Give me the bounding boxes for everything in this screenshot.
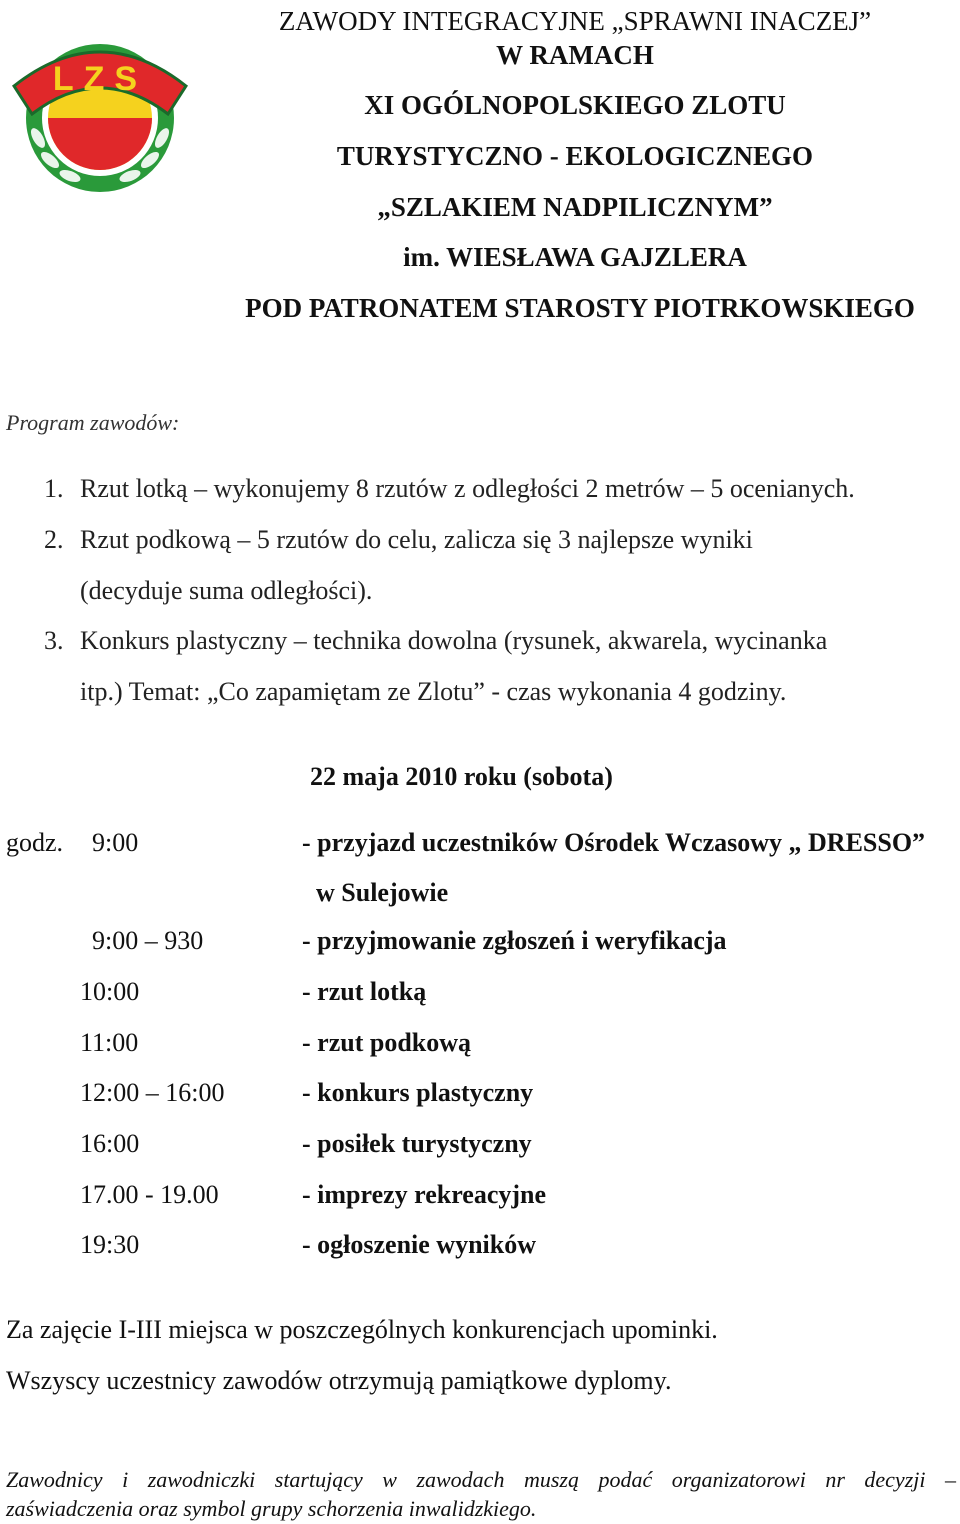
schedule-time-7: 17.00 - 19.00 xyxy=(80,1180,219,1209)
logo-text: LZS xyxy=(52,60,148,98)
program-label: Program zawodów: xyxy=(6,410,180,435)
schedule-desc-3: - rzut lotką xyxy=(302,977,427,1006)
program-item-2-text-cont: (decyduje suma odległości). xyxy=(80,576,373,605)
schedule-prefix: godz. xyxy=(6,828,64,857)
schedule-time-2: 9:00 – 930 xyxy=(92,926,204,955)
schedule-time-8: 19:30 xyxy=(80,1230,140,1259)
diplomas-text: Wszyscy uczestnicy zawodów otrzymują pamiątkowe dyplomy. xyxy=(6,1366,672,1395)
note-line-2: zaświadczenia oraz symbol grupy schorzenia inwalidzkiego. xyxy=(6,1496,537,1521)
schedule-desc-8: - ogłoszenie wyników xyxy=(302,1230,536,1259)
schedule-time-5: 12:00 – 16:00 xyxy=(80,1078,225,1107)
header-line-6: im. WIESŁAWA GAJZLERA xyxy=(403,242,747,272)
program-item-2-num: 2. xyxy=(44,525,64,554)
program-item-1-text: Rzut lotką – wykonujemy 8 rzutów z odległości 2 metrów – 5 ocenianych. xyxy=(80,474,855,503)
schedule-desc-7: - imprezy rekreacyjne xyxy=(302,1180,547,1209)
schedule-desc-6: - posiłek turystyczny xyxy=(302,1129,532,1158)
header-line-5: „SZLAKIEM NADPILICZNYM” xyxy=(377,192,773,222)
schedule-date: 22 maja 2010 roku (sobota) xyxy=(310,762,613,791)
schedule-desc-4: - rzut podkową xyxy=(302,1028,472,1057)
lzs-logo xyxy=(8,28,192,192)
header-line-4: TURYSTYCZNO - EKOLOGICZNEGO xyxy=(336,141,814,171)
program-item-2-text: Rzut podkową – 5 rzutów do celu, zalicza się 3 najlepsze wyniki xyxy=(80,525,753,554)
header-line-7: POD PATRONATEM STAROSTY PIOTRKOWSKIEGO xyxy=(245,293,915,323)
schedule-time-6: 16:00 xyxy=(80,1129,140,1158)
schedule-desc-2: - przyjmowanie zgłoszeń i weryfikacja xyxy=(302,926,727,955)
schedule-desc-1: - przyjazd uczestników Ośrodek Wczasowy „ DRESSO” xyxy=(302,828,926,857)
prizes-text: Za zajęcie I-III miejsca w poszczególnych konkurencjach upominki. xyxy=(6,1315,718,1344)
header-line-1: ZAWODY INTEGRACYJNE „SPRAWNI INACZEJ” xyxy=(278,6,872,36)
schedule-time-3: 10:00 xyxy=(80,977,140,1006)
schedule-desc-5: - konkurs plastyczny xyxy=(302,1078,534,1107)
program-item-3-text: Konkurs plastyczny – technika dowolna (rysunek, akwarela, wycinanka xyxy=(80,626,828,655)
program-item-3-num: 3. xyxy=(44,626,64,655)
header-line-3: XI OGÓLNOPOLSKIEGO ZLOTU xyxy=(364,90,786,120)
program-item-3-text-cont: itp.) Temat: „Co zapamiętam ze Zlotu” - czas wykonania 4 godziny. xyxy=(80,677,787,706)
header-line-2: W RAMACH xyxy=(496,40,654,70)
schedule-desc-1-cont: w Sulejowie xyxy=(316,878,449,907)
schedule-time-1: 9:00 xyxy=(92,828,139,857)
program-item-1-num: 1. xyxy=(44,474,64,503)
schedule-time-4: 11:00 xyxy=(80,1028,139,1057)
note-line-1: Zawodnicy i zawodniczki startujący w zawodach muszą podać organizatorowi nr decyzji – xyxy=(6,1467,956,1492)
